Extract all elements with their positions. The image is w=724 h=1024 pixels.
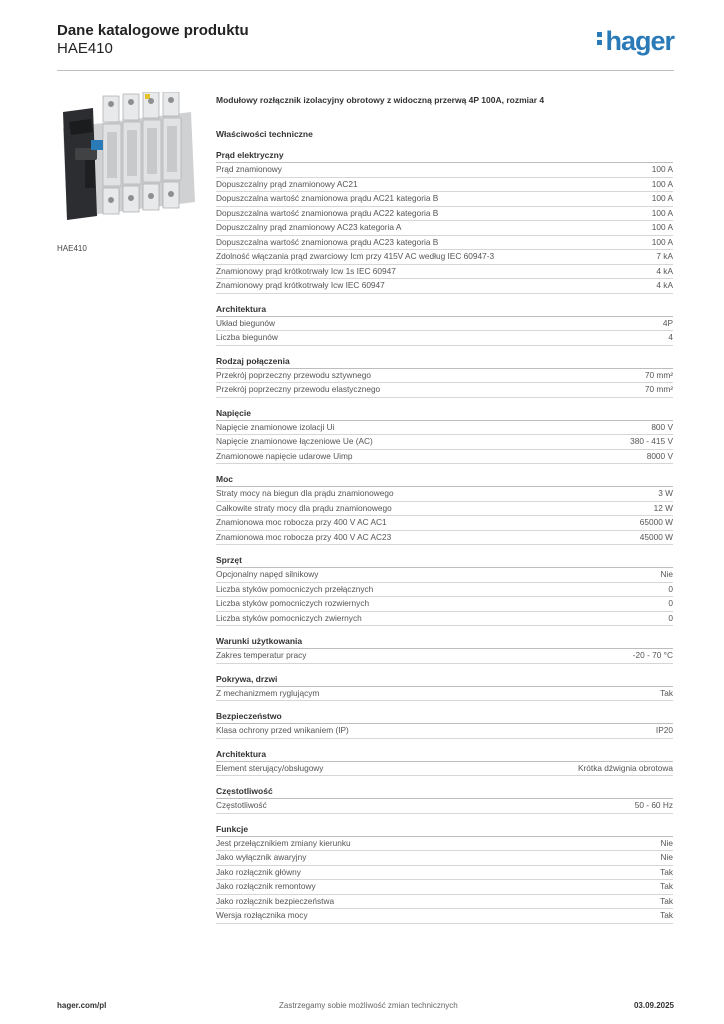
spec-row	[216, 687, 673, 702]
spec-row	[216, 649, 673, 664]
spec-section	[216, 786, 673, 814]
spec-value: 70 mm²	[644, 384, 673, 394]
spec-label: Jako rozłącznik główny	[216, 866, 301, 877]
spec-value: 70 mm²	[644, 369, 673, 380]
spec-row	[216, 369, 673, 384]
section-heading: Funkcje	[216, 824, 673, 837]
spec-value: 100 A	[651, 178, 673, 189]
spec-label: Zdolność włączania prąd zwarciowy Icm przy 415V AC według IEC 60947-3	[216, 251, 495, 261]
spec-value: 0	[668, 612, 673, 623]
spec-value: Krótka dźwignia obrotowa	[577, 762, 673, 773]
spec-value: 0	[668, 598, 673, 608]
disconnector-switch-illustration	[57, 92, 200, 238]
spec-value: 100 A	[651, 164, 673, 174]
spec-label: Klasa ochrony przed wnikaniem (IP)	[216, 725, 349, 735]
spec-value: Tak	[660, 895, 673, 906]
spec-row	[216, 487, 673, 502]
spec-label: Dopuszczalna wartość znamionowa prądu AC21 kategoria B	[216, 193, 439, 203]
spec-label: Wersja rozłącznika mocy	[216, 910, 308, 920]
spec-row	[216, 531, 673, 546]
spec-label: Dopuszczalna wartość znamionowa prądu AC22 kategoria B	[216, 207, 439, 218]
spec-label: Znamionowe napięcie udarowe Uimp	[216, 450, 353, 461]
spec-value: IP20	[655, 725, 673, 735]
spec-label: Całkowite straty mocy dla prądu znamionowego	[216, 502, 392, 513]
product-details	[216, 94, 673, 924]
spec-label: Dopuszczalny prąd znamionowy AC21	[216, 178, 358, 189]
spec-label: Przekrój poprzeczny przewodu elastycznego	[216, 384, 381, 394]
spec-label: Napięcie znamionowe łączeniowe Ue (AC)	[216, 436, 373, 446]
spec-row	[216, 265, 673, 280]
page-footer	[57, 1000, 674, 1012]
spec-row	[216, 866, 673, 881]
section-heading: Pokrywa, drzwi	[216, 674, 673, 687]
spec-row	[216, 880, 673, 895]
section-heading: Częstotliwość	[216, 786, 673, 799]
spec-section	[216, 150, 673, 294]
spec-row	[216, 383, 673, 398]
spec-label: Jest przełącznikiem zmiany kierunku	[216, 837, 351, 848]
spec-value: 4	[668, 332, 673, 342]
spec-value: 7 kA	[656, 251, 673, 261]
spec-label: Jako rozłącznik bezpieczeństwa	[216, 895, 335, 906]
spec-label: Napięcie znamionowe izolacji Ui	[216, 421, 335, 432]
spec-label: Opcjonalny napęd silnikowy	[216, 569, 319, 579]
product-code: HAE410	[57, 40, 113, 57]
product-description: Modułowy rozłącznik izolacyjny obrotowy z widoczną przerwą 4P 100A, rozmiar 4	[216, 95, 545, 105]
document-title: Dane katalogowe produktu	[57, 22, 249, 39]
page-header	[57, 22, 674, 71]
spec-section	[216, 711, 673, 739]
spec-label: Dopuszczalna wartość znamionowa prądu AC23 kategoria B	[216, 236, 439, 247]
spec-row	[216, 250, 673, 265]
spec-label: Liczba biegunów	[216, 332, 278, 342]
spec-value: 3 W	[658, 488, 673, 498]
spec-value: Tak	[660, 910, 673, 920]
spec-value: Nie	[660, 852, 673, 862]
spec-row	[216, 207, 673, 222]
spec-label: Dopuszczalny prąd znamionowy AC23 kategoria A	[216, 222, 402, 232]
section-heading: Bezpieczeństwo	[216, 711, 673, 724]
spec-value: 380 - 415 V	[630, 436, 673, 446]
section-heading: Warunki użytkowania	[216, 636, 673, 649]
spec-row	[216, 568, 673, 583]
spec-label: Liczba styków pomocniczych przełącznych	[216, 583, 374, 594]
spec-value: 100 A	[651, 222, 673, 232]
spec-row	[216, 895, 673, 910]
spec-label: Znamionowa moc robocza przy 400 V AC AC1	[216, 517, 387, 527]
spec-value: Tak	[660, 687, 673, 698]
section-heading: Moc	[216, 474, 673, 487]
footer-website-link[interactable]: hager.com/pl	[57, 1001, 107, 1010]
spec-label: Liczba styków pomocniczych zwiernych	[216, 612, 362, 623]
logo-dots-icon	[597, 29, 602, 48]
spec-value: 800 V	[651, 421, 673, 432]
spec-value: -20 - 70 °C	[632, 650, 673, 660]
spec-value: 4P	[662, 317, 673, 328]
spec-value: Nie	[660, 569, 673, 579]
spec-value: 12 W	[653, 502, 673, 513]
spec-label: Z mechanizmem ryglującym	[216, 687, 320, 698]
spec-value: Nie	[660, 837, 673, 848]
section-heading: Sprzęt	[216, 555, 673, 568]
spec-section	[216, 636, 673, 664]
spec-label: Przekrój poprzeczny przewodu sztywnego	[216, 369, 371, 380]
spec-section	[216, 408, 673, 465]
spec-label: Element sterujący/obsługowy	[216, 762, 324, 773]
spec-row	[216, 612, 673, 627]
spec-section	[216, 474, 673, 545]
footer-note: Zastrzegamy sobie możliwość zmian technicznych	[279, 1001, 458, 1010]
spec-section	[216, 356, 673, 398]
spec-label: Zakres temperatur pracy	[216, 650, 307, 660]
spec-section	[216, 555, 673, 626]
spec-row	[216, 799, 673, 814]
image-caption: HAE410	[57, 244, 87, 253]
spec-value: Tak	[660, 881, 673, 891]
spec-value: 8000 V	[646, 450, 673, 461]
spec-value: 0	[668, 583, 673, 594]
spec-row	[216, 236, 673, 251]
spec-section	[216, 674, 673, 702]
spec-row	[216, 851, 673, 866]
spec-row	[216, 502, 673, 517]
spec-label: Straty mocy na biegun dla prądu znamionowego	[216, 488, 394, 498]
spec-row	[216, 837, 673, 852]
spec-label: Znamionowy prąd krótkotrwały Icw 1s IEC 60947	[216, 265, 396, 276]
spec-label: Jako wyłącznik awaryjny	[216, 852, 307, 862]
spec-value: 100 A	[651, 207, 673, 218]
spec-row	[216, 724, 673, 739]
section-heading: Architektura	[216, 304, 673, 317]
logo-text: hager	[605, 26, 674, 56]
hager-logo	[597, 26, 674, 56]
spec-label: Układ biegunów	[216, 317, 276, 328]
spec-value: 100 A	[651, 236, 673, 247]
spec-section	[216, 304, 673, 346]
spec-row	[216, 192, 673, 207]
spec-label: Jako rozłącznik remontowy	[216, 881, 316, 891]
spec-row	[216, 221, 673, 236]
spec-label: Znamionowa moc robocza przy 400 V AC AC23	[216, 531, 392, 542]
spec-row	[216, 421, 673, 436]
spec-value: 100 A	[651, 193, 673, 203]
spec-row	[216, 583, 673, 598]
product-image	[57, 92, 200, 238]
spec-row	[216, 279, 673, 294]
spec-value: 4 kA	[656, 265, 673, 276]
spec-row	[216, 450, 673, 465]
spec-value: 65000 W	[639, 517, 673, 527]
spec-row	[216, 178, 673, 193]
section-heading: Prąd elektryczny	[216, 150, 673, 163]
spec-row	[216, 317, 673, 332]
spec-value: 45000 W	[639, 531, 673, 542]
spec-row	[216, 516, 673, 531]
footer-date: 03.09.2025	[633, 1001, 674, 1010]
spec-value: 50 - 60 Hz	[634, 800, 673, 810]
spec-row	[216, 597, 673, 612]
spec-label: Liczba styków pomocniczych rozwiernych	[216, 598, 370, 608]
spec-label: Prąd znamionowy	[216, 164, 282, 174]
spec-row	[216, 331, 673, 346]
section-heading: Architektura	[216, 749, 673, 762]
spec-section	[216, 749, 673, 777]
section-heading: Rodzaj połączenia	[216, 356, 673, 369]
spec-row	[216, 909, 673, 924]
spec-label: Znamionowy prąd krótkotrwały Icw IEC 60947	[216, 280, 385, 290]
spec-value: 4 kA	[656, 280, 673, 290]
spec-label: Częstotliwość	[216, 800, 267, 810]
spec-value: Tak	[660, 866, 673, 877]
spec-sections	[216, 150, 673, 924]
spec-section	[216, 824, 673, 924]
spec-row	[216, 435, 673, 450]
properties-title: Właściwości techniczne	[216, 129, 313, 139]
section-heading: Napięcie	[216, 408, 673, 421]
spec-row	[216, 163, 673, 178]
spec-row	[216, 762, 673, 777]
